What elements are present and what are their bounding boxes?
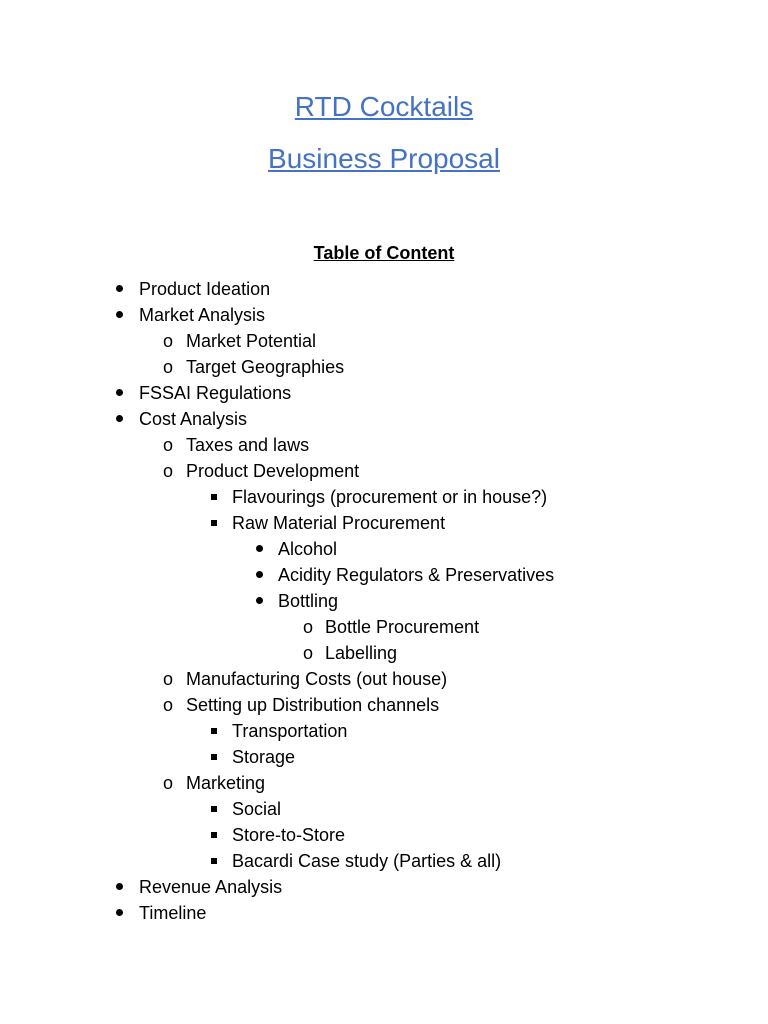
- toc-item-label: Labelling: [325, 643, 398, 663]
- toc-item: [0, 433, 768, 459]
- bullet-disc-icon: [112, 901, 126, 925]
- bullet-square-icon: [207, 823, 221, 847]
- toc-item: [0, 511, 768, 537]
- toc-item-label: Marketing: [186, 773, 266, 793]
- toc-item: [0, 615, 768, 641]
- bullet-square-icon: [207, 485, 221, 509]
- bullet-square-icon: [207, 719, 221, 743]
- toc-item: [0, 641, 768, 667]
- table-of-contents: [0, 277, 768, 927]
- toc-item: [0, 277, 768, 303]
- toc-item: [0, 849, 768, 875]
- toc-item-label: Storage: [232, 747, 296, 767]
- bullet-square-icon: [207, 849, 221, 873]
- toc-item: [0, 303, 768, 329]
- toc-item: [0, 771, 768, 797]
- document-title: RTD Cocktails: [294, 91, 474, 122]
- document-subtitle: Business Proposal: [268, 143, 500, 174]
- toc-item: [0, 381, 768, 407]
- toc-item-label: Bottle Procurement: [325, 617, 480, 637]
- toc-item-label: Target Geographies: [186, 357, 345, 377]
- bullet-circle-icon: o: [162, 669, 173, 689]
- toc-item-label: Bacardi Case study (Parties & all): [232, 851, 502, 871]
- bullet-disc-icon: [252, 563, 266, 587]
- bullet-disc-icon: [112, 381, 126, 405]
- toc-item-label: Market Potential: [186, 331, 317, 351]
- toc-item-label: Alcohol: [278, 539, 338, 559]
- bullet-disc-icon: [252, 537, 266, 561]
- toc-item-label: FSSAI Regulations: [139, 383, 292, 403]
- bullet-circle-icon: o: [162, 773, 173, 793]
- bullet-circle-icon: o: [162, 357, 173, 377]
- bullet-disc-icon: [252, 589, 266, 613]
- bullet-circle-icon: o: [302, 643, 313, 663]
- toc-item: [0, 745, 768, 771]
- toc-item-label: Market Analysis: [139, 305, 266, 325]
- bullet-disc-icon: [112, 277, 126, 301]
- toc-item-label: Bottling: [278, 591, 339, 611]
- toc-item-label: Acidity Regulators & Preservatives: [278, 565, 555, 585]
- toc-item-label: Transportation: [232, 721, 348, 741]
- bullet-circle-icon: o: [162, 331, 173, 351]
- bullet-disc-icon: [112, 303, 126, 327]
- bullet-square-icon: [207, 797, 221, 821]
- bullet-circle-icon: o: [162, 435, 173, 455]
- toc-item-label: Manufacturing Costs (out house): [186, 669, 448, 689]
- toc-item-label: Flavourings (procurement or in house?): [232, 487, 548, 507]
- bullet-circle-icon: o: [162, 695, 173, 715]
- toc-item: [0, 667, 768, 693]
- toc-item-label: Social: [232, 799, 282, 819]
- bullet-square-icon: [207, 745, 221, 769]
- bullet-disc-icon: [112, 875, 126, 899]
- toc-item-label: Product Ideation: [139, 279, 271, 299]
- toc-item: [0, 719, 768, 745]
- toc-item-label: Revenue Analysis: [139, 877, 283, 897]
- toc-item-label: Timeline: [139, 903, 207, 923]
- toc-item: [0, 693, 768, 719]
- toc-item-label: Taxes and laws: [186, 435, 310, 455]
- toc-heading: Table of Content: [313, 243, 455, 263]
- toc-item: [0, 459, 768, 485]
- bullet-disc-icon: [112, 407, 126, 431]
- toc-item: [0, 407, 768, 433]
- toc-item: [0, 563, 768, 589]
- toc-item: [0, 355, 768, 381]
- bullet-square-icon: [207, 511, 221, 535]
- bullet-circle-icon: o: [162, 461, 173, 481]
- toc-item: [0, 329, 768, 355]
- toc-item-label: Raw Material Procurement: [232, 513, 446, 533]
- toc-item-label: Cost Analysis: [139, 409, 248, 429]
- toc-item: [0, 485, 768, 511]
- toc-item: [0, 901, 768, 927]
- toc-item: [0, 589, 768, 615]
- toc-item: [0, 537, 768, 563]
- toc-item: [0, 875, 768, 901]
- toc-item-label: Store-to-Store: [232, 825, 346, 845]
- toc-item-label: Product Development: [186, 461, 360, 481]
- toc-item: [0, 823, 768, 849]
- toc-item-label: Setting up Distribution channels: [186, 695, 440, 715]
- toc-item: [0, 797, 768, 823]
- bullet-circle-icon: o: [302, 617, 313, 637]
